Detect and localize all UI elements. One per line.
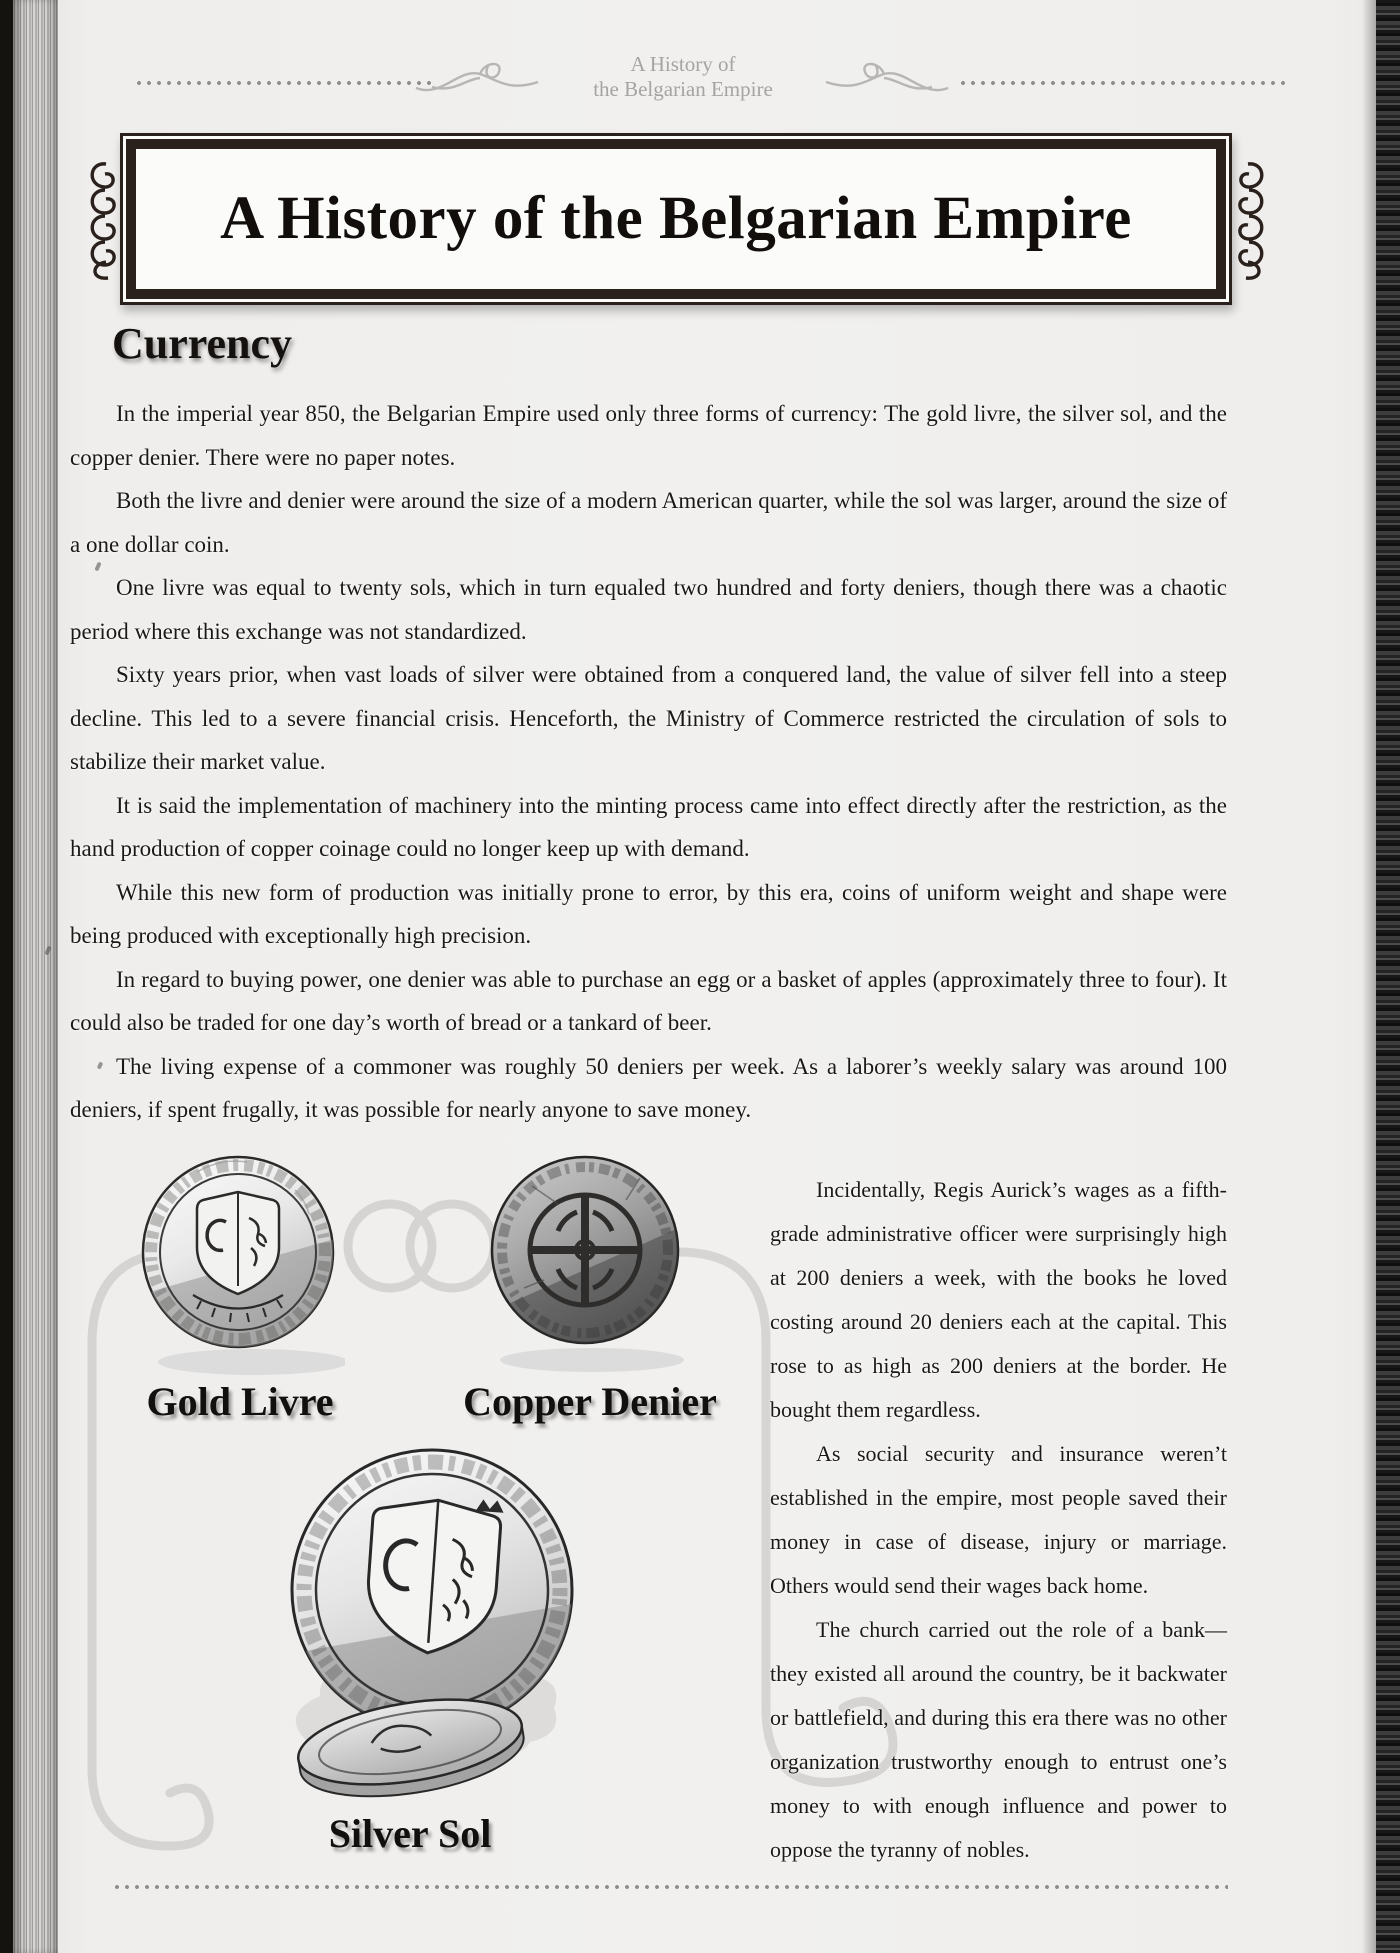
- gold-livre-coin-illustration: [135, 1140, 345, 1380]
- paragraph: The church carried out the role of a bank—they existed all around the country, be it backwater or battlefield, and during this era there was no other organization trustworthy enough to entrust one’s money to with enough influence and power to oppose the tyranny of nobles.: [770, 1617, 1227, 1862]
- side-column-text-block: [770, 1168, 1227, 1872]
- running-title-line2: the Belgarian Empire: [593, 77, 773, 101]
- copper-denier-coin-illustration: [480, 1140, 690, 1380]
- body-text-block: [70, 392, 1227, 1132]
- silver-sol-caption: Silver Sol: [328, 1811, 492, 1856]
- scroll-ornament-right-icon: [1228, 158, 1270, 282]
- paragraph: Incidentally, Regis Aurick’s wages as a fifth-grade administrative officer were surprisingly high at 200 deniers a week, with the books he loved costing around 20 deniers each at the capital. This rose to as high as 200 deniers at the border. He bought them regardless.: [770, 1177, 1227, 1422]
- silver-sol-coin-illustration: [260, 1442, 600, 1807]
- title-frame-inner-border: [126, 139, 1226, 299]
- paragraph: While this new form of production was initially prone to error, by this era, coins of uniform weight and shape were being produced with exceptionally high precision.: [70, 879, 1227, 948]
- paragraph: The living expense of a commoner was roughly 50 deniers per week. As a laborer’s weekly salary was around 100 deniers, if spent frugally, it was possible for nearly anyone to save money.: [70, 1053, 1227, 1122]
- paragraph: It is said the implementation of machinery into the minting process came into effect directly after the restriction, as the hand production of copper coinage could no longer keep up with demand.: [70, 792, 1227, 861]
- copper-denier-caption: Copper Denier: [463, 1379, 717, 1424]
- gold-livre-caption: Gold Livre: [146, 1379, 334, 1424]
- title-frame: [120, 133, 1232, 305]
- page-edge-right: [1376, 0, 1400, 1953]
- footer-dotted-rule: [112, 1884, 1228, 1890]
- page-title: A History of the Belgarian Empire: [220, 185, 1132, 252]
- flourish-left-icon: [412, 60, 542, 104]
- flourish-right-icon: [822, 60, 952, 104]
- page-edge-left: [13, 0, 58, 1953]
- paragraph: In regard to buying power, one denier was able to purchase an egg or a basket of apples (approximately three to four). It could also be traded for one day’s worth of bread or a tankard of beer.: [70, 966, 1227, 1035]
- running-title: [533, 52, 833, 102]
- silver-sol-figure: [260, 1442, 600, 1812]
- book-spine: [0, 0, 13, 1953]
- section-heading: Currency: [112, 319, 293, 368]
- copper-denier-figure: [480, 1140, 690, 1385]
- page-edge-right-shadow: [1362, 0, 1376, 1953]
- gold-livre-figure: [135, 1140, 345, 1385]
- running-title-line1: A History of: [630, 52, 736, 76]
- paragraph: Sixty years prior, when vast loads of silver were obtained from a conquered land, the value of silver fell into a steep decline. This led to a severe financial crisis. Henceforth, the Ministry of Commerce restricted the circulation of sols to stabilize their market value.: [70, 662, 1227, 774]
- paragraph: Both the livre and denier were around the size of a modern American quarter, while the sol was larger, around the size of a one dollar coin.: [70, 488, 1227, 557]
- paragraph: One livre was equal to twenty sols, which in turn equaled two hundred and forty deniers, though there was a chaotic period where this exchange was not standardized.: [70, 575, 1227, 644]
- paragraph: In the imperial year 850, the Belgarian Empire used only three forms of currency: The gold livre, the silver sol, and the copper denier. There were no paper notes.: [70, 401, 1227, 470]
- paragraph: As social security and insurance weren’t established in the empire, most people saved their money in case of disease, injury or marriage. Others would send their wages back home.: [770, 1441, 1227, 1598]
- header-dotted-rule-right: [958, 80, 1288, 86]
- header-dotted-rule-left: [134, 80, 436, 86]
